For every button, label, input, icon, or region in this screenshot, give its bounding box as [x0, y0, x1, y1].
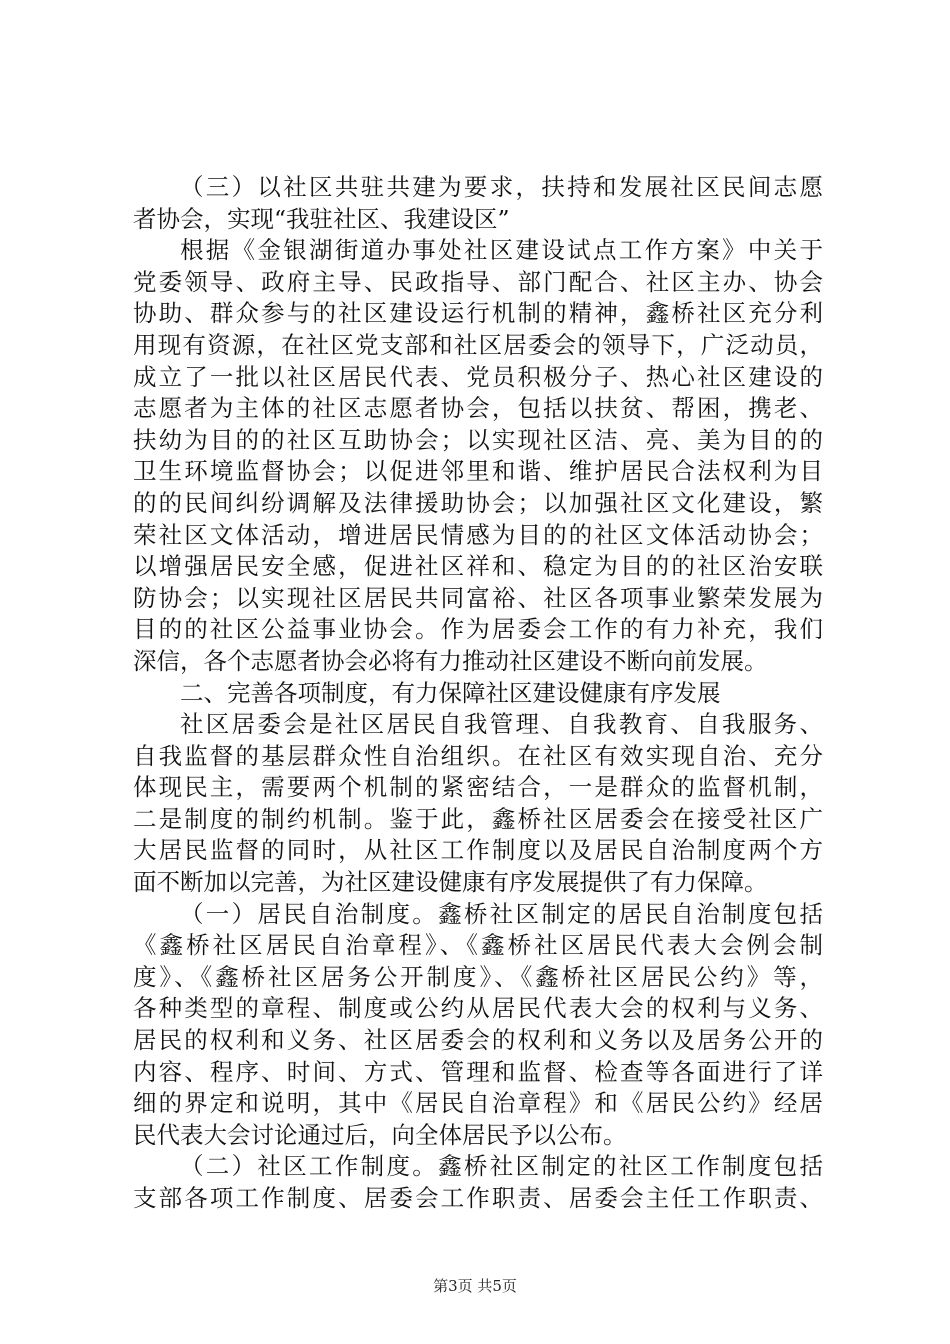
- text-line: 面不断加以完善，为社区建设健康有序发展提供了有力保障。: [133, 868, 768, 897]
- text-line: 的的民间纠纷调解及法律援助协会；以加强社区文化建设，繁: [133, 488, 823, 517]
- text-line: 居民的权利和义务、社区居委会的权利和义务以及居务公开的: [133, 1026, 823, 1055]
- text-line: 度》、《鑫桥社区居务公开制度》、《鑫桥社区居民公约》等，: [133, 962, 823, 991]
- text-line: 目的的社区公益事业协会。作为居委会工作的有力补充，我们: [133, 615, 823, 644]
- text-line: 荣社区文体活动，增进居民情感为目的的社区文体活动协会；: [133, 520, 823, 549]
- text-line: 支部各项工作制度、居委会工作职责、居委会主任工作职责、: [133, 1184, 823, 1212]
- text-line: 深信，各个志愿者协会必将有力推动社区建设不断向前发展。: [133, 646, 768, 675]
- page-footer: 第3页 共5页: [433, 1277, 517, 1295]
- text-line: 以增强居民安全感，促进社区祥和、稳定为目的的社区治安联: [133, 552, 823, 581]
- text-line: 自我监督的基层群众性自治组织。在社区有效实现自治、充分: [133, 741, 823, 770]
- text-line: 大居民监督的同时，从社区工作制度以及居民自治制度两个方: [133, 836, 823, 865]
- text-line: 协助、群众参与的社区建设运行机制的精神，鑫桥社区充分利: [133, 299, 823, 328]
- text-line: 根据《金银湖街道办事处社区建设试点工作方案》中关于: [180, 236, 823, 265]
- text-line: 卫生环境监督协会；以促进邻里和谐、维护居民合法权利为目: [133, 457, 823, 486]
- text-line: 各种类型的章程、制度或公约从居民代表大会的权利与义务、: [133, 994, 823, 1023]
- text-line: 社区居委会是社区居民自我管理、自我教育、自我服务、: [180, 710, 823, 739]
- text-line: 二、完善各项制度，有力保障社区建设健康有序发展: [180, 678, 721, 707]
- document-body: [133, 172, 823, 1215]
- text-line: 内容、程序、时间、方式、管理和监督、检查等各面进行了详: [133, 1057, 823, 1086]
- text-line: 志愿者为主体的社区志愿者协会，包括以扶贫、帮困，携老、: [133, 394, 823, 423]
- text-line: （三）以社区共驻共建为要求，扶持和发展社区民间志愿: [180, 173, 823, 201]
- text-line: 《鑫桥社区居民自治章程》、《鑫桥社区居民代表大会例会制: [133, 931, 823, 960]
- text-line: （二）社区工作制度。鑫桥社区制定的社区工作制度包括: [180, 1152, 823, 1181]
- text-line: 扶幼为目的的社区互助协会；以实现社区洁、亮、美为目的的: [133, 425, 823, 454]
- text-line: 体现民主，需要两个机制的紧密结合，一是群众的监督机制，: [133, 773, 823, 802]
- text-line: 党委领导、政府主导、民政指导、部门配合、社区主办、协会: [133, 267, 823, 296]
- text-line: 二是制度的制约机制。鉴于此，鑫桥社区居委会在接受社区广: [133, 804, 823, 833]
- text-line: 用现有资源，在社区党支部和社区居委会的领导下，广泛动员，: [133, 330, 823, 359]
- text-line: 成立了一批以社区居民代表、党员积极分子、热心社区建设的: [133, 362, 823, 391]
- text-line: 防协会；以实现社区居民共同富裕、社区各项事业繁荣发展为: [133, 583, 823, 612]
- text-line: 细的界定和说明，其中《居民自治章程》和《居民公约》经居: [133, 1089, 823, 1118]
- text-line: （一）居民自治制度。鑫桥社区制定的居民自治制度包括: [180, 899, 823, 928]
- text-line: 民代表大会讨论通过后，向全体居民予以公布。: [133, 1120, 627, 1149]
- text-line: 者协会，实现“我驻社区、我建设区”: [133, 204, 510, 233]
